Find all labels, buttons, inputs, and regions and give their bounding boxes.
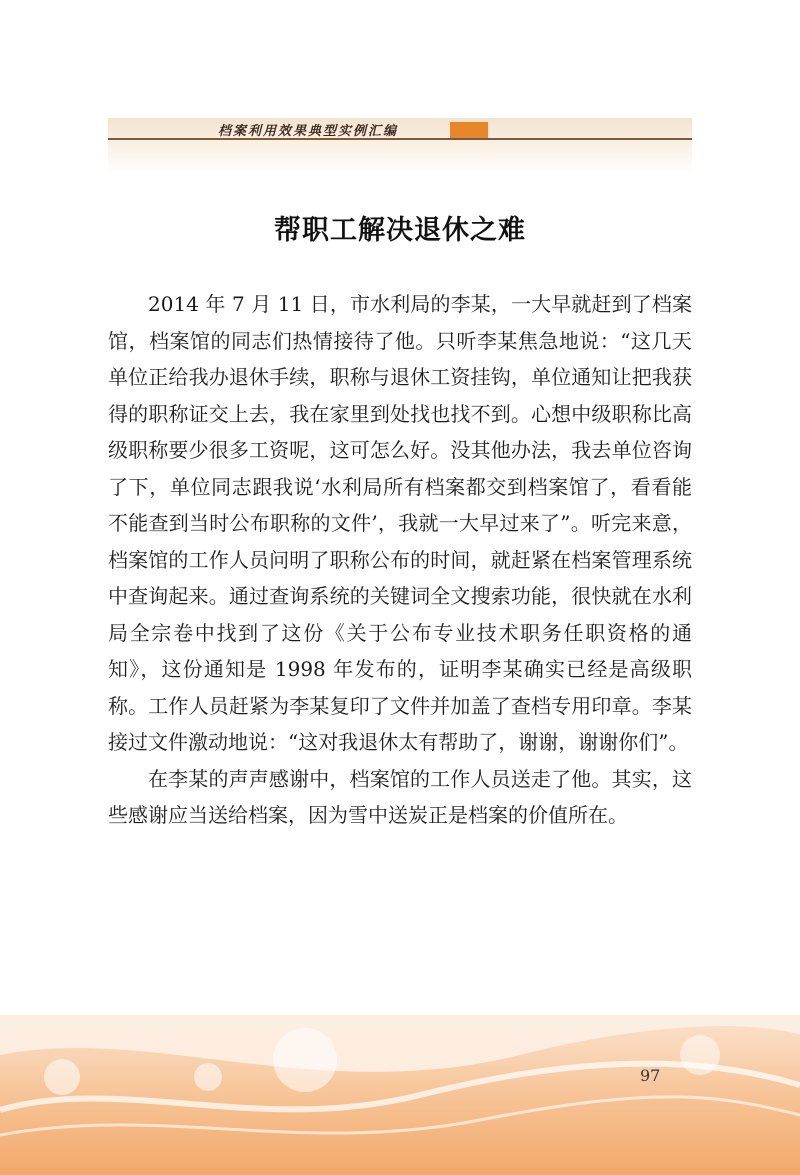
- article-title: 帮职工解决退休之难: [274, 215, 526, 246]
- header-band: [108, 118, 692, 172]
- running-title: 档案利用效果典型实例汇编: [218, 124, 399, 139]
- header-rule: [108, 138, 692, 140]
- footer-swirl-graphic: [0, 1015, 800, 1175]
- article-body: [108, 286, 692, 834]
- page-number: 97: [640, 1066, 661, 1085]
- header-accent-block: [450, 122, 488, 138]
- paragraph: 2014 年 7 月 11 日，市水利局的李某，一大早就赶到了档案馆，档案馆的同志们热情接待了他。只听李某焦急地说：“这几天单位正给我办退休手续，职称与退休工资挂钩，单位通知让把我获得的职称证交上去，我在家里到处找也找不到。心想中级职称比高级职称要少很多工资呢，这可怎么好。没其他办法，我去单位咨询了下，单位同志跟我说‘水利局所有档案都交到档案馆了，看看能不能查到当时公布职称的文件’，我就一大早过来了”。听完来意，档案馆的工作人员问明了职称公布的时间，就赶紧在档案管理系统中查询起来。通过查询系统的关键词全文搜索功能，很快就在水利局全宗卷中找到了这份《关于公布专业技术职务任职资格的通知》，这份通知是 1998 年发布的，证明李某确实已经是高级职称。工作人员赶紧为李某复印了文件并加盖了查档专用印章。李某接过文件激动地说：“这对我退休太有帮助了，谢谢，谢谢你们”。: [108, 292, 692, 754]
- paragraph: 在李某的声声感谢中，档案馆的工作人员送走了他。其实，这些感谢应当送给档案，因为雪中送炭正是档案的价值所在。: [108, 766, 692, 827]
